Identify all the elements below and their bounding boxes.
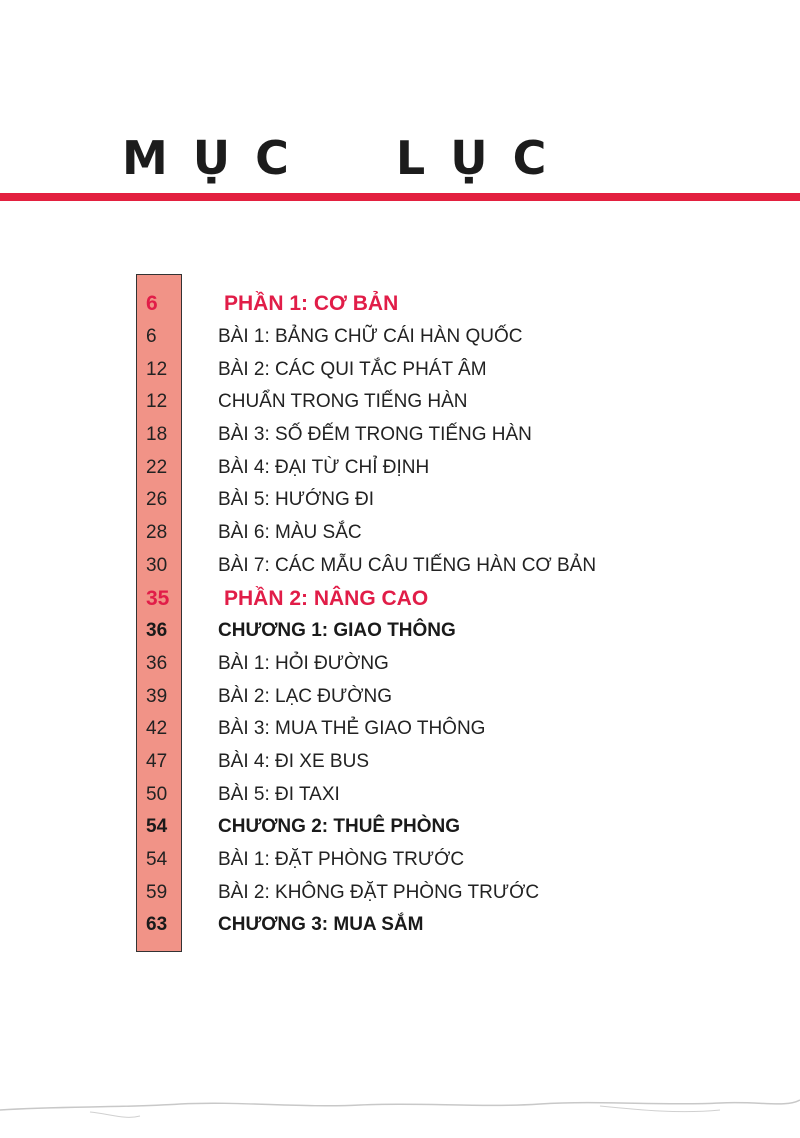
torn-paper-edge bbox=[0, 1048, 800, 1138]
toc-entry-label: BÀI 1: BẢNG CHỮ CÁI HÀN QUỐC bbox=[218, 326, 523, 348]
toc-page-number: 50 bbox=[146, 783, 168, 805]
page-title: MỤC LỤC bbox=[122, 131, 572, 185]
toc-entry-label: BÀI 2: KHÔNG ĐẶT PHÒNG TRƯỚC bbox=[218, 881, 540, 903]
toc-entry-label: BÀI 5: ĐI TAXI bbox=[218, 783, 340, 805]
toc-page-number: 18 bbox=[146, 424, 168, 446]
toc-entry-lesson bbox=[136, 451, 756, 484]
toc-page-number: 54 bbox=[146, 816, 168, 838]
toc-page-number: 54 bbox=[146, 849, 168, 871]
toc-entry-lesson bbox=[136, 648, 756, 681]
toc-entry-lesson bbox=[136, 321, 756, 354]
toc-entry-part bbox=[136, 582, 756, 615]
toc-entry-label: PHẦN 1: CƠ BẢN bbox=[224, 292, 399, 316]
toc-entry-label: BÀI 2: CÁC QUI TẮC PHÁT ÂM bbox=[218, 358, 487, 380]
toc-entry-lesson bbox=[136, 484, 756, 517]
toc-page-number: 28 bbox=[146, 522, 168, 544]
table-of-contents bbox=[136, 288, 756, 942]
toc-entry-label: CHUẨN TRONG TIẾNG HÀN bbox=[218, 391, 468, 413]
toc-page-number: 6 bbox=[146, 326, 157, 348]
toc-entry-chapter bbox=[136, 811, 756, 844]
toc-entry-label: BÀI 2: LẠC ĐƯỜNG bbox=[218, 685, 393, 707]
toc-entry-label: BÀI 1: HỎI ĐƯỜNG bbox=[218, 652, 389, 674]
toc-entry-lesson bbox=[136, 680, 756, 713]
toc-page-number: 36 bbox=[146, 652, 168, 674]
toc-entry-part bbox=[136, 288, 756, 321]
toc-page-number: 12 bbox=[146, 358, 168, 380]
toc-page-number: 6 bbox=[146, 292, 158, 316]
toc-entry-chapter bbox=[136, 615, 756, 648]
toc-entry-label: BÀI 1: ĐẶT PHÒNG TRƯỚC bbox=[218, 849, 465, 871]
toc-page-number: 22 bbox=[146, 456, 168, 478]
toc-entry-lesson bbox=[136, 876, 756, 909]
toc-entry-lesson bbox=[136, 844, 756, 877]
toc-page-number: 30 bbox=[146, 554, 168, 576]
toc-entry-label: BÀI 5: HƯỚNG ĐI bbox=[218, 489, 375, 511]
toc-page-number: 26 bbox=[146, 489, 168, 511]
toc-entry-label: CHƯƠNG 2: THUÊ PHÒNG bbox=[218, 816, 461, 838]
toc-entry-lesson bbox=[136, 517, 756, 550]
toc-entry-label: BÀI 3: MUA THẺ GIAO THÔNG bbox=[218, 718, 486, 740]
toc-entry-lesson bbox=[136, 778, 756, 811]
toc-page-number: 63 bbox=[146, 914, 168, 936]
title-underline bbox=[0, 193, 800, 201]
toc-page-number: 47 bbox=[146, 750, 168, 772]
toc-page-number: 36 bbox=[146, 620, 168, 642]
toc-entry-lesson bbox=[136, 419, 756, 452]
toc-page-number: 35 bbox=[146, 586, 170, 610]
toc-entry-lesson bbox=[136, 713, 756, 746]
toc-page-number: 39 bbox=[146, 685, 168, 707]
toc-entry-label: CHƯƠNG 3: MUA SẮM bbox=[218, 914, 424, 936]
toc-entry-label: BÀI 4: ĐI XE BUS bbox=[218, 750, 369, 772]
toc-page-number: 59 bbox=[146, 881, 168, 903]
toc-entry-label: BÀI 6: MÀU SẮC bbox=[218, 522, 362, 544]
toc-entry-label: BÀI 7: CÁC MẪU CÂU TIẾNG HÀN CƠ BẢN bbox=[218, 554, 597, 576]
toc-entry-chapter bbox=[136, 909, 756, 942]
toc-entry-lesson bbox=[136, 550, 756, 583]
toc-page-number: 12 bbox=[146, 391, 168, 413]
toc-entry-label: PHẦN 2: NÂNG CAO bbox=[224, 586, 429, 610]
toc-entry-label: BÀI 4: ĐẠI TỪ CHỈ ĐỊNH bbox=[218, 456, 430, 478]
toc-page-number: 42 bbox=[146, 718, 168, 740]
toc-entry-lesson bbox=[136, 353, 756, 386]
toc-entry-label: BÀI 3: SỐ ĐẾM TRONG TIẾNG HÀN bbox=[218, 424, 532, 446]
toc-entry-lesson bbox=[136, 746, 756, 779]
toc-entry-lesson bbox=[136, 386, 756, 419]
toc-entry-label: CHƯƠNG 1: GIAO THÔNG bbox=[218, 620, 456, 642]
